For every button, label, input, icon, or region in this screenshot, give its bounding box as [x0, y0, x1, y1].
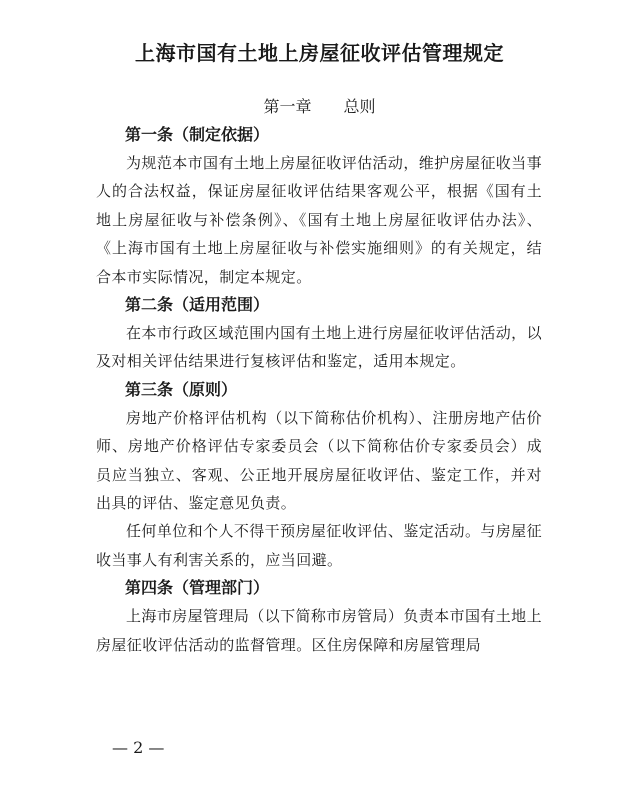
article-1	[96, 121, 542, 291]
article-paragraph: 房地产价格评估机构（以下简称估价机构）、注册房地产估价师、房地产价格评估专家委员会（以下简称估价专家委员会）成员应当独立、客观、公正地开展房屋征收评估、鉴定工作，并对出具的评估、鉴定意见负责。	[96, 408, 542, 513]
article-heading: 第四条（管理部门）	[125, 578, 270, 598]
page-number: — 2 —	[112, 738, 165, 757]
chapter-heading	[0, 96, 639, 118]
article-heading: 第三条（原则）	[125, 379, 238, 399]
article-paragraph: 为规范本市国有土地上房屋征收评估活动，维护房屋征收当事人的合法权益，保证房屋征收评估结果客观公平，根据《国有土地上房屋征收与补偿条例》、《国有土地上房屋征收评估办法》、《上海市国有土地上房屋征收与补偿实施细则》的有关规定，结合本市实际情况，制定本规定。	[96, 154, 542, 286]
article-heading: 第一条（制定依据）	[125, 125, 270, 144]
article-heading: 第二条（适用范围）	[125, 295, 270, 315]
document-title: 上海市国有土地上房屋征收评估管理规定	[135, 41, 504, 65]
article-2	[96, 291, 542, 376]
article-4	[96, 574, 542, 659]
chapter-number: 第一章	[263, 97, 312, 116]
article-paragraph: 任何单位和个人不得干预房屋征收评估、鉴定活动。与房屋征收当事人有利害关系的，应当回避。	[96, 522, 542, 569]
article-paragraph: 在本市行政区域范围内国有土地上进行房屋征收评估活动，以及对相关评估结果进行复核评估和鉴定，适用本规定。	[96, 324, 542, 371]
article-paragraph: 上海市房屋管理局（以下简称市房管局）负责本市国有土地上房屋征收评估活动的监督管理。区住房保障和房屋管理局	[96, 607, 542, 654]
document-body	[96, 121, 542, 659]
chapter-name: 总则	[343, 97, 376, 116]
article-3	[96, 376, 542, 574]
